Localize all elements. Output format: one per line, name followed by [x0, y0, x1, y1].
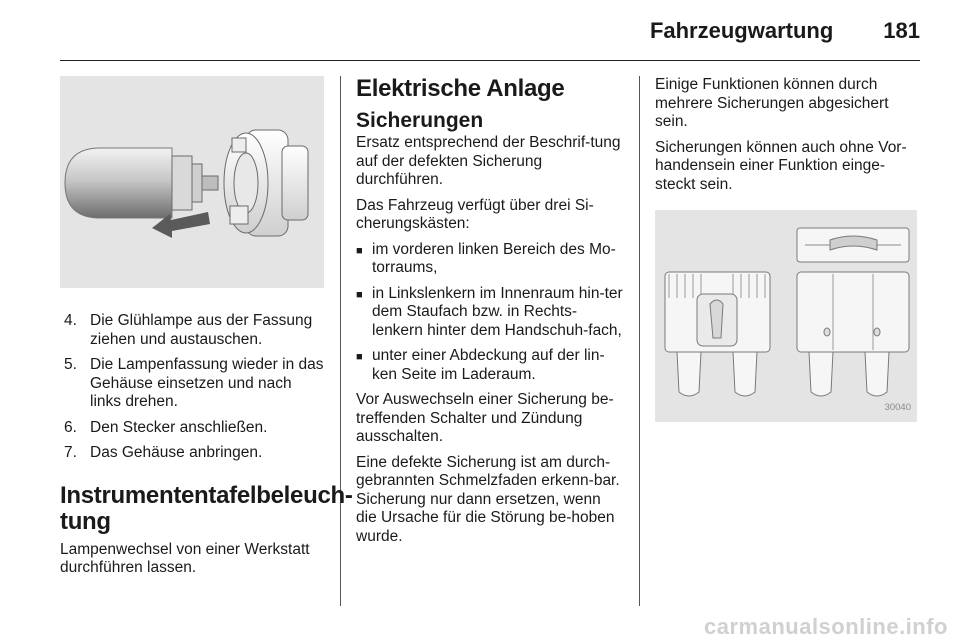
- paragraph: Vor Auswechseln einer Sicherung be-treffenden Schalter und Zündung ausschalten.: [356, 391, 614, 445]
- paragraph: Sicherungen können auch ohne Vor-handensein einer Funktion einge-steckt sein.: [655, 138, 907, 193]
- paragraph: Das Fahrzeug verfügt über drei Si-cherungskästen:: [356, 196, 594, 232]
- step-text: Die Lampenfassung wieder in das Gehäuse einsetzen und nach links drehen.: [90, 356, 324, 410]
- paragraph: Ersatz entsprechend der Beschrif-tung auf der defekten Sicherung durchführen.: [356, 134, 621, 188]
- column-3: [655, 76, 920, 422]
- step-text: Den Stecker anschließen.: [90, 418, 268, 436]
- bullet-icon: ■: [356, 288, 363, 301]
- bulb-socket-icon: [60, 76, 324, 288]
- step-number: 4.: [64, 312, 77, 329]
- bullet-icon: ■: [356, 244, 363, 257]
- bullet-icon: ■: [356, 351, 363, 363]
- list-item: [60, 312, 324, 349]
- page-header: [650, 18, 920, 44]
- header-title: Fahrzeugwartung: [649, 18, 834, 43]
- bullet-text: im vorderen linken Bereich des Mo-torraums,: [372, 240, 616, 276]
- section-title: Elektrische Anlage: [356, 75, 565, 102]
- list-item: [356, 241, 624, 278]
- list-item: [60, 356, 324, 412]
- section-heading: Instrumententafelbeleuch-tung: [60, 481, 353, 535]
- column-divider-2: [639, 76, 640, 606]
- column-divider-1: [340, 76, 341, 606]
- paragraph: Einige Funktionen können durch mehrere Sicherungen abgesichert sein.: [655, 76, 889, 130]
- fuse-illustration: [655, 210, 917, 422]
- bulb-socket-illustration: [60, 76, 324, 288]
- step-text: Die Glühlampe aus der Fassung ziehen und austauschen.: [90, 312, 313, 348]
- list-item: [60, 419, 324, 438]
- bullet-text: in Linkslenkern im Innenraum hin-ter dem Staufach bzw. in Rechts-lenkern hinter dem Handschuh-fach,: [372, 284, 623, 339]
- list-item: [60, 444, 324, 463]
- bullet-text: unter einer Abdeckung auf der lin-ken Seite im Laderaum.: [372, 347, 605, 383]
- step-number: 7.: [64, 444, 77, 461]
- step-text: Das Gehäuse anbringen.: [90, 444, 263, 461]
- column-1: [60, 76, 353, 585]
- subsection-title: Sicherungen: [356, 109, 484, 132]
- figure-label: 30040: [884, 401, 911, 413]
- page-number: 181: [883, 18, 920, 43]
- watermark: carmanualsonline.info: [704, 614, 948, 639]
- step-number: 6.: [64, 418, 77, 436]
- paragraph: Eine defekte Sicherung ist am durch-gebrannten Schmelzfaden erkenn-bar. Sicherung nur dann ersetzen, wenn die Ursache für die Störung be-hoben wurde.: [356, 453, 620, 545]
- list-item: [356, 347, 624, 384]
- paragraph: Lampenwechsel von einer Werkstatt durchführen lassen.: [60, 540, 310, 576]
- column-2: [356, 76, 624, 553]
- header-rule: [60, 60, 920, 61]
- step-number: 5.: [64, 356, 77, 373]
- instruction-steps: [60, 312, 324, 463]
- fuse-icon: [655, 210, 917, 422]
- fuse-box-list: [356, 241, 624, 385]
- list-item: [356, 285, 624, 341]
